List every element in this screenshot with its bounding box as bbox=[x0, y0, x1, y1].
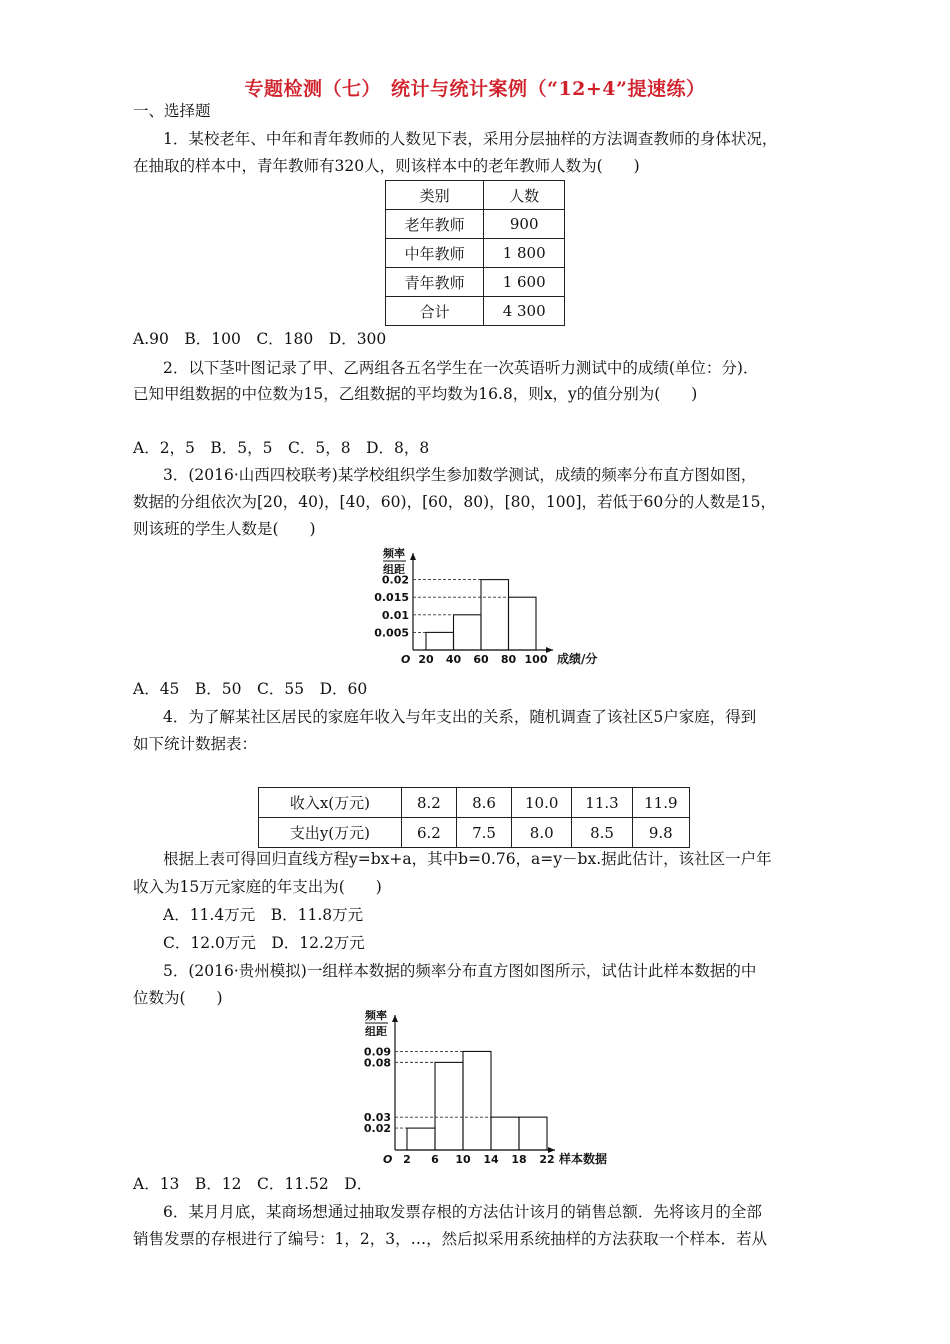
origin-label: O bbox=[383, 1153, 393, 1165]
q1-teacher-table bbox=[385, 180, 565, 326]
y-tick-label: 0.01 bbox=[381, 608, 409, 622]
x-tick-label: 60 bbox=[473, 653, 489, 666]
q1-table-cell: 合计 bbox=[386, 297, 484, 326]
y-tick-label: 0.005 bbox=[374, 626, 409, 640]
q4-text-line1: 4．为了解某社区居民的家庭年收入与年支出的关系，随机调查了该社区5户家庭，得到 bbox=[163, 708, 757, 726]
q3-histogram bbox=[368, 545, 638, 675]
origin-label: O bbox=[401, 653, 411, 666]
q1-table-row bbox=[386, 181, 565, 210]
q3-text-line1: 3．(2016·山西四校联考)某学校组织学生参加数学测试，成绩的频率分布直方图如图， bbox=[163, 466, 757, 484]
q2-text-line2: 已知甲组数据的中位数为15，乙组数据的平均数为16.8，则x，y的值分别为( ) bbox=[133, 385, 698, 403]
histogram-bar bbox=[491, 1117, 519, 1150]
y-tick-label: 0.015 bbox=[374, 591, 409, 605]
q1-table-row bbox=[386, 268, 565, 297]
q4-table-row bbox=[259, 788, 690, 818]
histogram-bar bbox=[435, 1062, 463, 1150]
y-axis-label-bottom: 组距 bbox=[365, 1025, 387, 1038]
x-tick-label: 80 bbox=[500, 653, 517, 666]
q5-histogram bbox=[355, 1010, 625, 1165]
q5-options: A．13 B．12 C．11.52 D． bbox=[133, 1175, 373, 1193]
q6-text-line1: 6．某月月底，某商场想通过抽取发票存根的方法估计该月的销售总额．先将该月的全部 bbox=[163, 1203, 762, 1221]
q1-options: A.90 B．100 C．180 D．300 bbox=[133, 330, 387, 348]
q4-table-cell: 支出y(万元) bbox=[259, 818, 402, 848]
x-tick-label: 2 bbox=[403, 1153, 411, 1165]
q3-text-line2: 数据的分组依次为[20，40)，[40，60)，[60，80)，[80，100]，若低于60分的人数是15， bbox=[133, 493, 776, 511]
q4-table-cell: 8.6 bbox=[456, 788, 511, 818]
histogram-bar bbox=[519, 1117, 547, 1150]
y-tick-label: 0.08 bbox=[363, 1056, 391, 1070]
q4-options-cd: C．12.0万元 D．12.2万元 bbox=[163, 934, 365, 952]
histogram-bar bbox=[407, 1128, 435, 1150]
q2-text-line1: 2．以下茎叶图记录了甲、乙两组各五名学生在一次英语听力测试中的成绩(单位：分)． bbox=[163, 359, 759, 377]
q4-table-cell: 11.9 bbox=[632, 788, 689, 818]
q4-table-cell: 9.8 bbox=[632, 818, 689, 848]
q4-table-cell: 10.0 bbox=[512, 788, 572, 818]
q1-table-row bbox=[386, 239, 565, 268]
q3-options: A．45 B．50 C．55 D．60 bbox=[133, 680, 368, 698]
x-tick-label: 22 bbox=[539, 1153, 555, 1165]
section-heading: 一、选择题 bbox=[133, 102, 211, 120]
q4-income-table bbox=[258, 787, 690, 848]
q4-options-ab: A．11.4万元 B．11.8万元 bbox=[163, 906, 364, 924]
q1-table-row bbox=[386, 297, 565, 326]
q6-text-line2: 销售发票的存根进行了编号：1，2，3，…，然后拟采用系统抽样的方法获取一个样本．若从 bbox=[133, 1230, 768, 1248]
x-tick-label: 14 bbox=[483, 1153, 499, 1165]
q1-table-cell: 人数 bbox=[484, 181, 565, 210]
y-tick-label: 0.09 bbox=[363, 1045, 391, 1059]
page-title: 专题检测（七） 统计与统计案例（“12+4”提速练） bbox=[244, 78, 706, 100]
x-tick-label: 100 bbox=[524, 653, 548, 666]
q4-table-cell: 11.3 bbox=[572, 788, 632, 818]
y-axis-label-top: 频率 bbox=[365, 1010, 387, 1022]
x-axis-label: 样本数据 bbox=[559, 1152, 608, 1165]
histogram-bar bbox=[463, 1051, 491, 1150]
q4-table-cell: 7.5 bbox=[456, 818, 511, 848]
q4-table-cell: 8.5 bbox=[572, 818, 632, 848]
q1-table-cell: 1 800 bbox=[484, 239, 565, 268]
x-tick-label: 40 bbox=[445, 653, 462, 666]
x-tick-label: 20 bbox=[418, 653, 434, 666]
q4-text-line3: 根据上表可得回归直线方程y=bx+a，其中b=0.76，a=y－bx.据此估计，该社区一户年 bbox=[163, 850, 772, 868]
q4-table-cell: 收入x(万元) bbox=[259, 788, 402, 818]
q1-text-line2: 在抽取的样本中，青年教师有320人，则该样本中的老年教师人数为( ) bbox=[133, 157, 640, 175]
y-tick-label: 0.02 bbox=[363, 1122, 391, 1136]
q4-text-line2: 如下统计数据表： bbox=[133, 735, 258, 753]
y-tick-label: 0.02 bbox=[381, 573, 409, 587]
q1-table-cell: 4 300 bbox=[484, 297, 565, 326]
q1-table-cell: 1 600 bbox=[484, 268, 565, 297]
y-axis-label-bottom: 组距 bbox=[383, 563, 405, 576]
q1-table-cell: 900 bbox=[484, 210, 565, 239]
q5-text-line1: 5．(2016·贵州模拟)一组样本数据的频率分布直方图如图所示，试估计此样本数据的中 bbox=[163, 962, 757, 980]
x-tick-label: 6 bbox=[431, 1153, 439, 1165]
q4-text-line4: 收入为15万元家庭的年支出为( ) bbox=[133, 878, 382, 896]
q4-table-row bbox=[259, 818, 690, 848]
histogram-bar bbox=[454, 615, 482, 650]
q3-text-line3: 则该班的学生人数是( ) bbox=[133, 520, 316, 538]
histogram-bar bbox=[509, 597, 537, 650]
q4-table-cell: 8.2 bbox=[401, 788, 456, 818]
y-axis-label-top: 频率 bbox=[383, 547, 405, 560]
x-axis-label: 成绩/分 bbox=[557, 652, 598, 666]
q1-table-cell: 老年教师 bbox=[386, 210, 484, 239]
q4-table-cell: 6.2 bbox=[401, 818, 456, 848]
q1-text-line1: 1．某校老年、中年和青年教师的人数见下表，采用分层抽样的方法调查教师的身体状况， bbox=[163, 130, 778, 148]
q1-table-cell: 类别 bbox=[386, 181, 484, 210]
y-axis-arrow bbox=[410, 553, 416, 560]
q2-options: A．2，5 B．5，5 C．5，8 D．8，8 bbox=[133, 439, 430, 457]
x-tick-label: 10 bbox=[455, 1153, 471, 1165]
histogram-bar bbox=[426, 632, 454, 650]
y-tick-label: 0.03 bbox=[363, 1111, 391, 1125]
y-axis-arrow bbox=[392, 1015, 398, 1022]
x-tick-label: 18 bbox=[511, 1153, 527, 1165]
q1-table-cell: 中年教师 bbox=[386, 239, 484, 268]
q4-table-cell: 8.0 bbox=[512, 818, 572, 848]
q1-table-cell: 青年教师 bbox=[386, 268, 484, 297]
q5-text-line2: 位数为( ) bbox=[133, 989, 223, 1007]
histogram-bar bbox=[481, 580, 509, 650]
q1-table-row bbox=[386, 210, 565, 239]
